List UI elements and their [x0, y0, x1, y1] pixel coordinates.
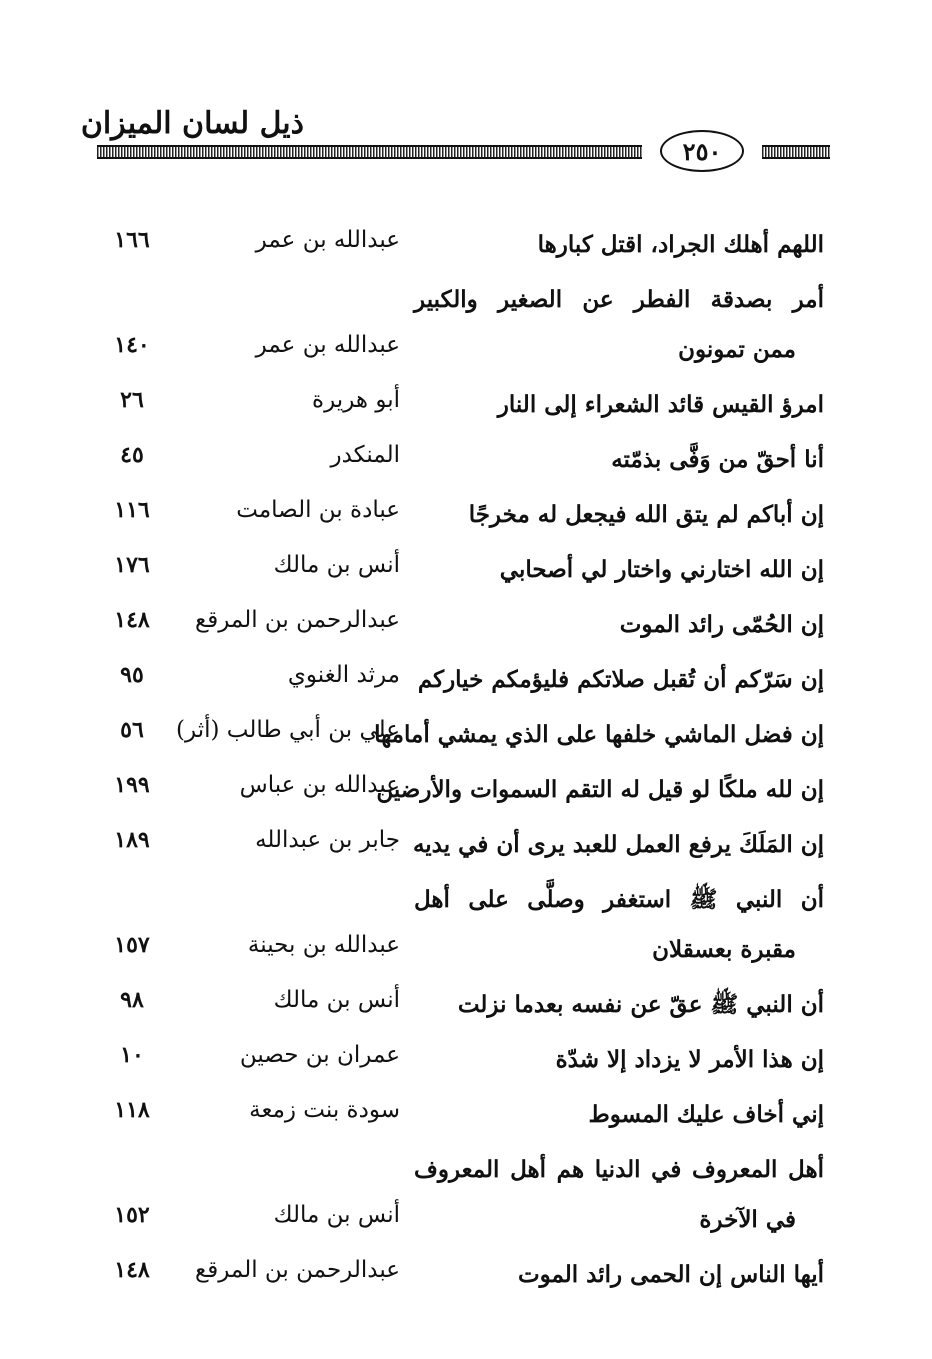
page-ref: ٩٥: [120, 662, 144, 688]
list-item: [0, 537, 932, 592]
page-ref: ١١٨: [114, 1097, 150, 1123]
hadith-line-1: أهل المعروف في الدنيا هم أهل المعروف: [414, 1156, 824, 1183]
hadith-text: امرؤ القيس قائد الشعراء إلى النار: [497, 391, 824, 418]
list-item: [0, 972, 932, 1027]
header-rule-right: [762, 145, 830, 159]
hadith-line-2: في الآخرة: [699, 1206, 796, 1233]
narrator: المنكدر: [330, 442, 400, 468]
narrator: مرثد الغنوي: [287, 662, 400, 688]
hadith-text: اللهم أهلك الجراد، اقتل كبارها: [537, 231, 824, 258]
hadith-line-2: مقبرة بعسقلان: [652, 936, 796, 963]
narrator: عبدالله بن عمر: [255, 332, 400, 358]
list-item: [0, 1082, 932, 1137]
hadith-text: إن الله اختارني واختار لي أصحابي: [499, 556, 824, 583]
narrator: أنس بن مالك: [273, 1202, 400, 1228]
hadith-text: إني أخاف عليك المسوط: [588, 1101, 824, 1128]
page-ref: ١٠: [120, 1042, 144, 1068]
list-item: [0, 1242, 932, 1297]
list-item: [0, 592, 932, 647]
narrator: عبادة بن الصامت: [236, 497, 400, 523]
hadith-text: إن المَلَكَ يرفع العمل للعبد يرى أن في يديه: [412, 831, 824, 858]
narrator: جابر بن عبدالله: [255, 827, 400, 853]
narrator: أنس بن مالك: [273, 552, 400, 578]
hadith-text: إن أباكم لم يتق الله فيجعل له مخرجًا: [468, 501, 824, 528]
page-ref: ١٤٠: [114, 332, 150, 358]
hadith-text: إن سَرّكم أن تُقبل صلاتكم فليؤمكم خياركم: [417, 666, 824, 693]
page-number: ٢٥٠: [660, 130, 744, 172]
page-ref: ٢٦: [120, 387, 144, 413]
page-ref: ١٥٢: [114, 1202, 150, 1228]
page-ref: ١٤٨: [114, 607, 150, 633]
hadith-text: أنا أحقّ من وَفَّى بذمّته: [611, 446, 824, 473]
list-item: [0, 427, 932, 482]
list-item: [0, 702, 932, 757]
hadith-line-1: أن النبي ﷺ استغفر وصلَّى على أهل: [414, 886, 824, 913]
page-ref: ١٨٩: [114, 827, 150, 853]
page-ref: ١٦٦: [114, 227, 150, 253]
hadith-text: إن لله ملكًا لو قيل له التقم السموات والأرضين: [376, 776, 824, 803]
list-item: [0, 482, 932, 537]
narrator: أنس بن مالك: [273, 987, 400, 1013]
page-ref: ١١٦: [114, 497, 150, 523]
hadith-line-2: ممن تمونون: [678, 336, 796, 363]
list-item: [0, 1137, 932, 1242]
narrator: عبدالرحمن بن المرقع: [194, 607, 400, 633]
hadith-text: [414, 875, 824, 975]
list-item: [0, 867, 932, 972]
hadith-line-1: أمر بصدقة الفطر عن الصغير والكبير: [414, 286, 824, 313]
hadith-text: إن الحُمّى رائد الموت: [619, 611, 824, 638]
page-ref: ٩٨: [120, 987, 144, 1013]
page-header: [0, 100, 932, 180]
page-ref: ٤٥: [120, 442, 144, 468]
book-title: ذيل لسان الميزان: [80, 106, 304, 141]
hadith-text: أيها الناس إن الحمى رائد الموت: [517, 1261, 824, 1288]
narrator: عبدالله بن عمر: [255, 227, 400, 253]
page-ref: ١٥٧: [114, 932, 150, 958]
narrator: عبدالله بن عباس: [239, 772, 400, 798]
narrator: عمران بن حصين: [239, 1042, 400, 1068]
list-item: [0, 812, 932, 867]
hadith-text: إن هذا الأمر لا يزداد إلا شدّة: [555, 1046, 824, 1073]
index-list: [0, 212, 932, 1297]
hadith-text: [414, 275, 824, 375]
hadith-text: إن فضل الماشي خلفها على الذي يمشي أمامها: [374, 721, 824, 748]
narrator: سودة بنت زمعة: [249, 1097, 400, 1123]
list-item: [0, 372, 932, 427]
list-item: [0, 1027, 932, 1082]
hadith-text: [414, 1145, 824, 1245]
list-item: [0, 212, 932, 267]
narrator: عبدالرحمن بن المرقع: [194, 1257, 400, 1283]
list-item: [0, 757, 932, 812]
header-rule-left: [97, 145, 642, 159]
page-ref: ٥٦: [120, 717, 144, 743]
page-ref: ١٤٨: [114, 1257, 150, 1283]
narrator: علي بن أبي طالب (أثر): [176, 717, 400, 743]
hadith-text: أن النبي ﷺ عقّ عن نفسه بعدما نزلت: [457, 991, 824, 1018]
list-item: [0, 267, 932, 372]
narrator: أبو هريرة: [312, 387, 400, 413]
list-item: [0, 647, 932, 702]
page-ref: ١٩٩: [114, 772, 150, 798]
page-ref: ١٧٦: [114, 552, 150, 578]
narrator: عبدالله بن بحينة: [247, 932, 400, 958]
